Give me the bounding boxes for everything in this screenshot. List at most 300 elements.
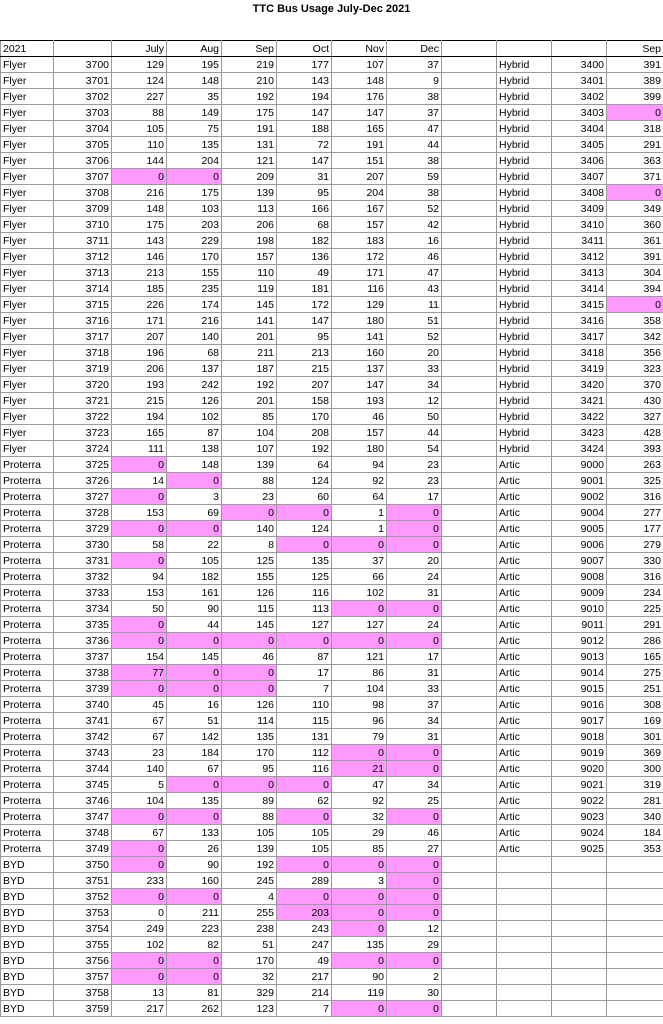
right-bus-type-cell[interactable]: Artic (497, 633, 552, 649)
usage-cell[interactable]: 157 (332, 217, 387, 233)
right-bus-number-cell[interactable]: 3417 (552, 329, 607, 345)
usage-cell[interactable]: 207 (112, 329, 167, 345)
usage-cell[interactable]: 145 (222, 297, 277, 313)
usage-cell[interactable]: 0 (112, 841, 167, 857)
usage-cell[interactable]: 119 (222, 281, 277, 297)
right-bus-type-cell[interactable]: Artic (497, 681, 552, 697)
usage-cell[interactable]: 51 (167, 713, 222, 729)
usage-cell[interactable]: 170 (222, 745, 277, 761)
separator-cell[interactable] (442, 473, 497, 489)
right-bus-type-cell[interactable]: Artic (497, 473, 552, 489)
usage-cell[interactable]: 102 (112, 937, 167, 953)
usage-cell[interactable]: 0 (332, 953, 387, 969)
usage-cell[interactable]: 37 (387, 697, 442, 713)
usage-cell[interactable]: 0 (387, 537, 442, 553)
usage-cell[interactable]: 9 (387, 73, 442, 89)
usage-cell[interactable]: 141 (332, 329, 387, 345)
bus-type-cell[interactable]: Proterra (1, 649, 54, 665)
right-usage-cell[interactable]: 0 (607, 105, 663, 121)
right-usage-cell[interactable]: 360 (607, 217, 663, 233)
usage-cell[interactable]: 0 (222, 633, 277, 649)
month-header-sep[interactable]: Sep (222, 41, 277, 57)
usage-cell[interactable]: 64 (332, 489, 387, 505)
bus-type-cell[interactable]: Proterra (1, 729, 54, 745)
right-bus-number-cell[interactable]: 3405 (552, 137, 607, 153)
usage-cell[interactable]: 0 (332, 633, 387, 649)
bus-number-cell[interactable]: 3751 (54, 873, 112, 889)
right-bus-type-cell[interactable]: Artic (497, 617, 552, 633)
right-usage-cell[interactable]: 393 (607, 441, 663, 457)
bus-number-cell[interactable]: 3707 (54, 169, 112, 185)
usage-cell[interactable]: 30 (387, 985, 442, 1001)
right-usage-cell[interactable]: 389 (607, 73, 663, 89)
separator-cell[interactable] (442, 281, 497, 297)
bus-number-cell[interactable]: 3701 (54, 73, 112, 89)
usage-cell[interactable]: 116 (277, 585, 332, 601)
bus-number-cell[interactable]: 3739 (54, 681, 112, 697)
separator-cell[interactable] (442, 313, 497, 329)
separator-cell[interactable] (442, 665, 497, 681)
bus-number-cell[interactable]: 3732 (54, 569, 112, 585)
usage-cell[interactable]: 255 (222, 905, 277, 921)
separator-cell[interactable] (442, 921, 497, 937)
right-bus-number-cell[interactable]: 9018 (552, 729, 607, 745)
usage-cell[interactable]: 11 (387, 297, 442, 313)
right-bus-type-cell[interactable]: Artic (497, 649, 552, 665)
right-bus-number-cell[interactable]: 9011 (552, 617, 607, 633)
usage-cell[interactable]: 110 (112, 137, 167, 153)
separator-cell[interactable] (442, 217, 497, 233)
usage-cell[interactable]: 211 (167, 905, 222, 921)
right-bus-type-cell[interactable]: Artic (497, 521, 552, 537)
usage-cell[interactable]: 124 (277, 473, 332, 489)
bus-number-cell[interactable]: 3756 (54, 953, 112, 969)
usage-cell[interactable]: 5 (112, 777, 167, 793)
usage-cell[interactable]: 0 (387, 633, 442, 649)
usage-cell[interactable]: 126 (222, 585, 277, 601)
usage-cell[interactable]: 0 (112, 633, 167, 649)
bus-type-cell[interactable]: Flyer (1, 249, 54, 265)
right-bus-number-cell[interactable]: 3413 (552, 265, 607, 281)
right-usage-cell[interactable]: 304 (607, 265, 663, 281)
bus-number-header[interactable] (54, 41, 112, 57)
right-bus-type-cell[interactable]: Hybrid (497, 393, 552, 409)
usage-cell[interactable]: 20 (387, 345, 442, 361)
usage-cell[interactable]: 0 (112, 617, 167, 633)
right-usage-cell[interactable] (607, 905, 663, 921)
usage-cell[interactable]: 129 (112, 57, 167, 73)
separator-cell[interactable] (442, 745, 497, 761)
right-usage-cell[interactable]: 353 (607, 841, 663, 857)
usage-cell[interactable]: 165 (332, 121, 387, 137)
usage-cell[interactable]: 34 (387, 377, 442, 393)
right-usage-cell[interactable] (607, 985, 663, 1001)
usage-cell[interactable]: 198 (222, 233, 277, 249)
right-usage-cell[interactable]: 340 (607, 809, 663, 825)
right-bus-number-cell[interactable]: 9016 (552, 697, 607, 713)
right-bus-type-cell[interactable]: Artic (497, 457, 552, 473)
usage-cell[interactable]: 180 (332, 313, 387, 329)
usage-cell[interactable]: 148 (332, 73, 387, 89)
right-bus-number-cell[interactable] (552, 953, 607, 969)
usage-cell[interactable]: 137 (167, 361, 222, 377)
usage-cell[interactable]: 0 (277, 857, 332, 873)
usage-cell[interactable]: 62 (277, 793, 332, 809)
usage-cell[interactable]: 98 (332, 697, 387, 713)
bus-number-cell[interactable]: 3759 (54, 1001, 112, 1017)
bus-type-cell[interactable]: Proterra (1, 585, 54, 601)
usage-cell[interactable]: 38 (387, 153, 442, 169)
bus-number-cell[interactable]: 3717 (54, 329, 112, 345)
usage-cell[interactable]: 3 (332, 873, 387, 889)
usage-cell[interactable]: 33 (387, 361, 442, 377)
right-usage-cell[interactable] (607, 969, 663, 985)
bus-number-cell[interactable]: 3752 (54, 889, 112, 905)
right-bus-number-cell[interactable]: 9021 (552, 777, 607, 793)
right-bus-type-cell[interactable]: Artic (497, 761, 552, 777)
usage-cell[interactable]: 184 (167, 745, 222, 761)
usage-cell[interactable]: 46 (387, 249, 442, 265)
bus-number-cell[interactable]: 3755 (54, 937, 112, 953)
usage-cell[interactable]: 0 (387, 745, 442, 761)
bus-type-cell[interactable]: Proterra (1, 665, 54, 681)
separator-cell[interactable] (442, 105, 497, 121)
usage-cell[interactable]: 32 (222, 969, 277, 985)
right-usage-cell[interactable]: 391 (607, 249, 663, 265)
separator-cell[interactable] (442, 457, 497, 473)
usage-cell[interactable]: 174 (167, 297, 222, 313)
bus-type-cell[interactable]: Flyer (1, 105, 54, 121)
usage-cell[interactable]: 121 (222, 153, 277, 169)
usage-cell[interactable]: 242 (167, 377, 222, 393)
right-bus-type-cell[interactable]: Artic (497, 505, 552, 521)
right-bus-number-cell[interactable] (552, 1001, 607, 1017)
usage-cell[interactable]: 0 (387, 601, 442, 617)
usage-cell[interactable]: 0 (112, 169, 167, 185)
usage-cell[interactable]: 0 (112, 809, 167, 825)
bus-type-cell[interactable]: Proterra (1, 537, 54, 553)
usage-cell[interactable]: 226 (112, 297, 167, 313)
right-usage-cell[interactable]: 323 (607, 361, 663, 377)
usage-cell[interactable]: 192 (222, 89, 277, 105)
usage-cell[interactable]: 114 (222, 713, 277, 729)
right-bus-number-cell[interactable]: 9012 (552, 633, 607, 649)
bus-type-cell[interactable]: Flyer (1, 329, 54, 345)
bus-number-cell[interactable]: 3729 (54, 521, 112, 537)
bus-type-cell[interactable]: Flyer (1, 153, 54, 169)
usage-cell[interactable]: 192 (277, 441, 332, 457)
usage-cell[interactable]: 104 (222, 425, 277, 441)
right-bus-number-cell[interactable]: 3419 (552, 361, 607, 377)
separator-cell[interactable] (442, 633, 497, 649)
right-bus-type-cell[interactable]: Hybrid (497, 73, 552, 89)
right-bus-number-cell[interactable]: 3423 (552, 425, 607, 441)
right-usage-cell[interactable]: 263 (607, 457, 663, 473)
usage-cell[interactable]: 124 (112, 73, 167, 89)
right-bus-number-cell[interactable]: 9023 (552, 809, 607, 825)
usage-cell[interactable]: 0 (387, 873, 442, 889)
right-bus-type-cell[interactable]: Artic (497, 697, 552, 713)
bus-number-cell[interactable]: 3720 (54, 377, 112, 393)
usage-cell[interactable]: 192 (222, 857, 277, 873)
usage-cell[interactable]: 206 (112, 361, 167, 377)
usage-cell[interactable]: 37 (332, 553, 387, 569)
usage-cell[interactable]: 207 (277, 377, 332, 393)
separator-cell[interactable] (442, 729, 497, 745)
usage-cell[interactable]: 104 (332, 681, 387, 697)
bus-number-cell[interactable]: 3718 (54, 345, 112, 361)
usage-cell[interactable]: 12 (387, 393, 442, 409)
bus-number-cell[interactable]: 3702 (54, 89, 112, 105)
usage-cell[interactable]: 191 (332, 137, 387, 153)
usage-cell[interactable]: 16 (387, 233, 442, 249)
bus-type-cell[interactable]: BYD (1, 969, 54, 985)
usage-cell[interactable]: 262 (167, 1001, 222, 1017)
usage-cell[interactable]: 203 (277, 905, 332, 921)
right-bus-number-cell[interactable]: 9009 (552, 585, 607, 601)
usage-cell[interactable]: 0 (387, 505, 442, 521)
usage-cell[interactable]: 50 (387, 409, 442, 425)
right-usage-cell[interactable]: 291 (607, 617, 663, 633)
usage-cell[interactable]: 111 (112, 441, 167, 457)
usage-cell[interactable]: 107 (222, 441, 277, 457)
right-usage-cell[interactable]: 177 (607, 521, 663, 537)
separator-cell[interactable] (442, 153, 497, 169)
usage-cell[interactable]: 204 (167, 153, 222, 169)
usage-cell[interactable]: 0 (277, 809, 332, 825)
separator-cell[interactable] (442, 505, 497, 521)
usage-cell[interactable]: 249 (112, 921, 167, 937)
right-usage-cell[interactable]: 308 (607, 697, 663, 713)
usage-cell[interactable]: 17 (387, 489, 442, 505)
separator-cell[interactable] (442, 969, 497, 985)
usage-cell[interactable]: 192 (222, 377, 277, 393)
usage-cell[interactable]: 116 (277, 761, 332, 777)
usage-cell[interactable]: 113 (222, 201, 277, 217)
right-number-header[interactable] (552, 41, 607, 57)
bus-number-cell[interactable]: 3753 (54, 905, 112, 921)
usage-cell[interactable]: 155 (167, 265, 222, 281)
right-usage-cell[interactable] (607, 857, 663, 873)
bus-type-cell[interactable]: Flyer (1, 281, 54, 297)
usage-cell[interactable]: 32 (332, 809, 387, 825)
right-bus-type-cell[interactable]: Hybrid (497, 153, 552, 169)
usage-cell[interactable]: 85 (332, 841, 387, 857)
right-usage-cell[interactable]: 279 (607, 537, 663, 553)
separator-cell[interactable] (442, 489, 497, 505)
right-bus-number-cell[interactable] (552, 857, 607, 873)
bus-type-cell[interactable]: BYD (1, 857, 54, 873)
usage-cell[interactable]: 172 (332, 249, 387, 265)
usage-cell[interactable]: 23 (112, 745, 167, 761)
right-bus-number-cell[interactable]: 9017 (552, 713, 607, 729)
usage-cell[interactable]: 77 (112, 665, 167, 681)
separator-cell[interactable] (442, 905, 497, 921)
bus-type-cell[interactable]: Proterra (1, 457, 54, 473)
separator-cell[interactable] (442, 601, 497, 617)
usage-cell[interactable]: 75 (167, 121, 222, 137)
usage-cell[interactable]: 107 (332, 57, 387, 73)
separator-cell[interactable] (442, 73, 497, 89)
usage-cell[interactable]: 247 (277, 937, 332, 953)
right-bus-type-cell[interactable]: Hybrid (497, 105, 552, 121)
usage-cell[interactable]: 208 (277, 425, 332, 441)
separator-header[interactable] (442, 41, 497, 57)
separator-cell[interactable] (442, 57, 497, 73)
usage-cell[interactable]: 43 (387, 281, 442, 297)
bus-type-cell[interactable]: Flyer (1, 265, 54, 281)
right-usage-cell[interactable]: 428 (607, 425, 663, 441)
usage-cell[interactable]: 149 (167, 105, 222, 121)
bus-number-cell[interactable]: 3758 (54, 985, 112, 1001)
usage-cell[interactable]: 12 (387, 921, 442, 937)
usage-cell[interactable]: 52 (387, 329, 442, 345)
usage-cell[interactable]: 135 (277, 553, 332, 569)
usage-cell[interactable]: 26 (167, 841, 222, 857)
right-bus-type-cell[interactable]: Hybrid (497, 137, 552, 153)
usage-cell[interactable]: 160 (167, 873, 222, 889)
right-usage-cell[interactable]: 286 (607, 633, 663, 649)
usage-cell[interactable]: 105 (277, 841, 332, 857)
bus-number-cell[interactable]: 3747 (54, 809, 112, 825)
usage-cell[interactable]: 119 (332, 985, 387, 1001)
usage-cell[interactable]: 38 (387, 89, 442, 105)
separator-cell[interactable] (442, 649, 497, 665)
bus-type-cell[interactable]: Flyer (1, 425, 54, 441)
right-usage-cell[interactable]: 300 (607, 761, 663, 777)
bus-number-cell[interactable]: 3741 (54, 713, 112, 729)
usage-cell[interactable]: 217 (277, 969, 332, 985)
usage-cell[interactable]: 47 (387, 121, 442, 137)
usage-cell[interactable]: 147 (332, 105, 387, 121)
bus-type-cell[interactable]: Flyer (1, 121, 54, 137)
right-bus-number-cell[interactable]: 3420 (552, 377, 607, 393)
usage-cell[interactable]: 160 (332, 345, 387, 361)
usage-cell[interactable]: 148 (167, 457, 222, 473)
usage-cell[interactable]: 0 (332, 905, 387, 921)
usage-cell[interactable]: 166 (277, 201, 332, 217)
right-bus-number-cell[interactable]: 9008 (552, 569, 607, 585)
usage-cell[interactable]: 79 (332, 729, 387, 745)
right-bus-number-cell[interactable]: 3403 (552, 105, 607, 121)
usage-cell[interactable]: 145 (222, 617, 277, 633)
bus-number-cell[interactable]: 3743 (54, 745, 112, 761)
right-bus-type-cell[interactable] (497, 953, 552, 969)
separator-cell[interactable] (442, 953, 497, 969)
separator-cell[interactable] (442, 265, 497, 281)
right-bus-type-cell[interactable]: Artic (497, 841, 552, 857)
separator-cell[interactable] (442, 681, 497, 697)
usage-cell[interactable]: 0 (222, 681, 277, 697)
usage-cell[interactable]: 215 (112, 393, 167, 409)
right-type-header[interactable] (497, 41, 552, 57)
bus-type-cell[interactable]: Flyer (1, 73, 54, 89)
right-bus-number-cell[interactable]: 3422 (552, 409, 607, 425)
usage-cell[interactable]: 0 (387, 857, 442, 873)
usage-cell[interactable]: 21 (332, 761, 387, 777)
usage-cell[interactable]: 0 (112, 681, 167, 697)
bus-number-cell[interactable]: 3733 (54, 585, 112, 601)
usage-cell[interactable]: 124 (277, 521, 332, 537)
usage-cell[interactable]: 67 (112, 825, 167, 841)
right-usage-cell[interactable]: 275 (607, 665, 663, 681)
usage-cell[interactable]: 171 (332, 265, 387, 281)
usage-cell[interactable]: 196 (112, 345, 167, 361)
usage-cell[interactable]: 201 (222, 393, 277, 409)
right-bus-type-cell[interactable]: Hybrid (497, 361, 552, 377)
usage-cell[interactable]: 0 (167, 969, 222, 985)
bus-number-cell[interactable]: 3723 (54, 425, 112, 441)
right-bus-number-cell[interactable]: 9000 (552, 457, 607, 473)
bus-type-cell[interactable]: Flyer (1, 233, 54, 249)
bus-number-cell[interactable]: 3700 (54, 57, 112, 73)
right-bus-number-cell[interactable] (552, 969, 607, 985)
right-bus-type-cell[interactable]: Artic (497, 569, 552, 585)
usage-cell[interactable]: 188 (277, 121, 332, 137)
usage-cell[interactable]: 137 (332, 361, 387, 377)
separator-cell[interactable] (442, 441, 497, 457)
bus-type-cell[interactable]: Proterra (1, 505, 54, 521)
right-bus-number-cell[interactable] (552, 937, 607, 953)
usage-cell[interactable]: 47 (387, 265, 442, 281)
right-bus-number-cell[interactable]: 9013 (552, 649, 607, 665)
usage-cell[interactable]: 51 (222, 937, 277, 953)
usage-cell[interactable]: 185 (112, 281, 167, 297)
usage-cell[interactable]: 140 (222, 521, 277, 537)
separator-cell[interactable] (442, 857, 497, 873)
month-header-aug[interactable]: Aug (167, 41, 222, 57)
right-usage-cell[interactable] (607, 953, 663, 969)
usage-cell[interactable]: 0 (387, 1001, 442, 1017)
right-bus-type-cell[interactable]: Hybrid (497, 329, 552, 345)
bus-type-cell[interactable]: Flyer (1, 441, 54, 457)
separator-cell[interactable] (442, 537, 497, 553)
bus-type-cell[interactable]: Flyer (1, 217, 54, 233)
separator-cell[interactable] (442, 393, 497, 409)
right-bus-type-cell[interactable]: Hybrid (497, 169, 552, 185)
usage-cell[interactable]: 0 (332, 745, 387, 761)
right-bus-number-cell[interactable] (552, 921, 607, 937)
usage-cell[interactable]: 90 (332, 969, 387, 985)
right-usage-cell[interactable]: 370 (607, 377, 663, 393)
usage-cell[interactable]: 24 (387, 569, 442, 585)
usage-cell[interactable]: 329 (222, 985, 277, 1001)
usage-cell[interactable]: 194 (277, 89, 332, 105)
bus-number-cell[interactable]: 3736 (54, 633, 112, 649)
right-usage-cell[interactable]: 358 (607, 313, 663, 329)
bus-type-cell[interactable]: Proterra (1, 809, 54, 825)
bus-number-cell[interactable]: 3734 (54, 601, 112, 617)
usage-cell[interactable]: 88 (222, 473, 277, 489)
usage-cell[interactable]: 95 (222, 761, 277, 777)
usage-cell[interactable]: 94 (112, 569, 167, 585)
right-usage-cell[interactable]: 325 (607, 473, 663, 489)
usage-cell[interactable]: 206 (222, 217, 277, 233)
bus-type-cell[interactable]: Proterra (1, 761, 54, 777)
usage-cell[interactable]: 172 (277, 297, 332, 313)
bus-number-cell[interactable]: 3740 (54, 697, 112, 713)
usage-cell[interactable]: 29 (387, 937, 442, 953)
usage-cell[interactable]: 135 (222, 729, 277, 745)
right-usage-cell[interactable] (607, 873, 663, 889)
usage-cell[interactable]: 22 (167, 537, 222, 553)
usage-cell[interactable]: 20 (387, 553, 442, 569)
separator-cell[interactable] (442, 809, 497, 825)
usage-cell[interactable]: 126 (167, 393, 222, 409)
usage-cell[interactable]: 0 (387, 905, 442, 921)
usage-cell[interactable]: 60 (277, 489, 332, 505)
usage-cell[interactable]: 4 (222, 889, 277, 905)
